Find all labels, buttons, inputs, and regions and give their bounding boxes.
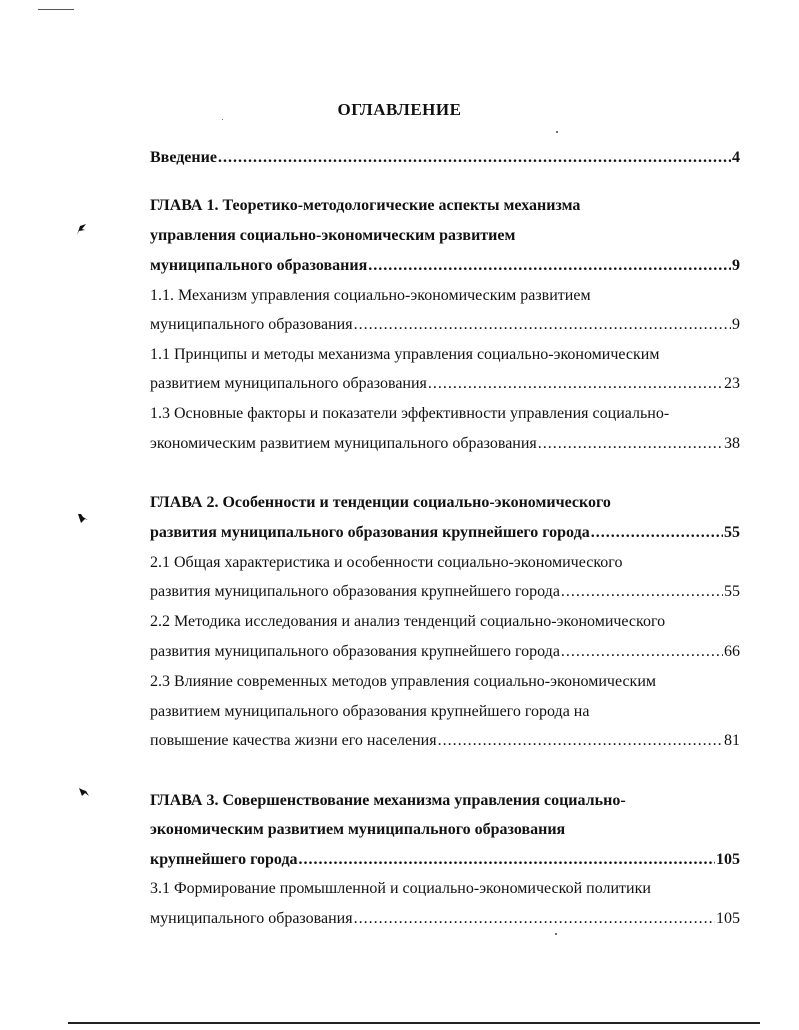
margin-mark-icon: [74, 222, 88, 236]
toc-entry-text: крупнейшего города: [150, 851, 298, 868]
toc-entry-text: экономическим развитием муниципального образования: [150, 821, 566, 838]
toc-entry-text: ГЛАВА 2. Особенности и тенденции социально-экономического: [150, 494, 611, 511]
toc-entry-2-3-line2: [150, 701, 740, 723]
toc-entry-page: 81: [724, 732, 740, 749]
toc-entry-2-3-line1: [150, 671, 740, 693]
toc-entry-chapter3-line1: [150, 790, 740, 812]
bottom-rule: [68, 1022, 760, 1024]
leader-dots: [561, 641, 723, 663]
toc-entry-page: 4: [732, 149, 740, 166]
toc-entry-1-1-line2: [150, 314, 740, 336]
toc-entry-text: муниципального образования: [150, 910, 353, 927]
toc-entry-page: 105: [716, 910, 740, 927]
toc-entry-text: управления социально-экономическим развитием: [150, 227, 516, 244]
scan-speck: [222, 119, 223, 120]
toc-entry-text: развитием муниципального образования: [150, 375, 427, 392]
toc-entry-page: 23: [724, 375, 740, 392]
toc-entry-3-1-line1: [150, 878, 740, 900]
toc-entry-text: 2.2 Методика исследования и анализ тенденций социально-экономического: [150, 613, 666, 630]
toc-entry-text: Введение: [150, 149, 217, 166]
toc-entry-2-1-line2: [150, 581, 740, 603]
toc-entry-chapter1-line1: [150, 195, 740, 217]
toc-entry-2-1-line1: [150, 552, 740, 574]
leader-dots: [368, 255, 731, 277]
leader-dots: [218, 147, 731, 169]
toc-entry-page: 105: [716, 851, 740, 868]
toc-entry-text: развития муниципального образования крупнейшего города: [150, 524, 590, 541]
toc-entry-text: 1.3 Основные факторы и показатели эффективности управления социально-: [150, 405, 670, 422]
toc-entry-1-2-line2: [150, 373, 740, 395]
leader-dots: [428, 373, 723, 395]
toc-entry-3-1-line2: [150, 908, 740, 930]
leader-dots: [354, 314, 731, 336]
toc-entry-chapter3-line3: [150, 849, 740, 871]
toc-entry-chapter1-line3: [150, 255, 740, 277]
toc-entry-chapter3-line2: [150, 819, 740, 841]
toc-entry-page: 55: [724, 583, 740, 600]
toc-entry-text: развития муниципального образования крупнейшего города: [150, 583, 560, 600]
toc-entry-chapter1-line2: [150, 225, 740, 247]
toc-entry-text: ГЛАВА 1. Теоретико-методологические аспекты механизма: [150, 197, 581, 214]
toc-entry-page: 38: [724, 435, 740, 452]
toc-entry-text: экономическим развитием муниципального образования: [150, 435, 537, 452]
toc-entry-text: развитием муниципального образования крупнейшего города на: [150, 703, 590, 720]
toc-entry-2-2-line2: [150, 641, 740, 663]
toc-entry-intro: [150, 147, 740, 169]
toc-entry-2-3-line3: [150, 730, 740, 752]
toc-entry-page: 9: [732, 316, 740, 333]
toc-entry-text: муниципального образования: [150, 257, 368, 274]
top-rule: [38, 9, 74, 10]
toc-entry-1-2-line1: [150, 344, 740, 366]
margin-mark-icon: [76, 512, 90, 526]
toc-entry-chapter2-line2: [150, 522, 740, 544]
leader-dots: [354, 908, 715, 930]
toc-entry-page: 66: [724, 643, 740, 660]
toc-entry-1-3-line1: [150, 403, 740, 425]
toc-entry-text: 2.3 Влияние современных методов управления социально-экономическим: [150, 673, 657, 690]
toc-entry-1-1-line1: [150, 285, 740, 307]
leader-dots: [438, 730, 723, 752]
toc-entry-text: 2.1 Общая характеристика и особенности социально-экономического: [150, 554, 623, 571]
toc-entry-1-3-line2: [150, 433, 740, 455]
leader-dots: [538, 433, 723, 455]
margin-mark-icon: [77, 786, 91, 800]
leader-dots: [561, 581, 723, 603]
toc-entry-text: 1.1. Механизм управления социально-экономическим развитием: [150, 287, 591, 304]
toc-entry-text: 3.1 Формирование промышленной и социально-экономической политики: [150, 880, 651, 897]
page-title: ОГЛАВЛЕНИЕ: [337, 100, 462, 119]
toc-entry-page: 55: [724, 524, 740, 541]
leader-dots: [591, 522, 723, 544]
toc-entry-text: 1.1 Принципы и методы механизма управления социально-экономическим: [150, 346, 660, 363]
toc-entry-text: развития муниципального образования крупнейшего города: [150, 643, 560, 660]
toc-entry-text: ГЛАВА 3. Совершенствование механизма управления социально-: [150, 792, 626, 809]
toc-entry-text: повышение качества жизни его населения: [150, 732, 437, 749]
toc-entry-chapter2-line1: [150, 492, 740, 514]
toc-entry-text: муниципального образования: [150, 316, 353, 333]
scan-speck: [555, 933, 557, 935]
toc-entry-2-2-line1: [150, 611, 740, 633]
leader-dots: [299, 849, 715, 871]
toc-entry-page: 9: [732, 257, 740, 274]
scan-speck: [556, 131, 558, 133]
